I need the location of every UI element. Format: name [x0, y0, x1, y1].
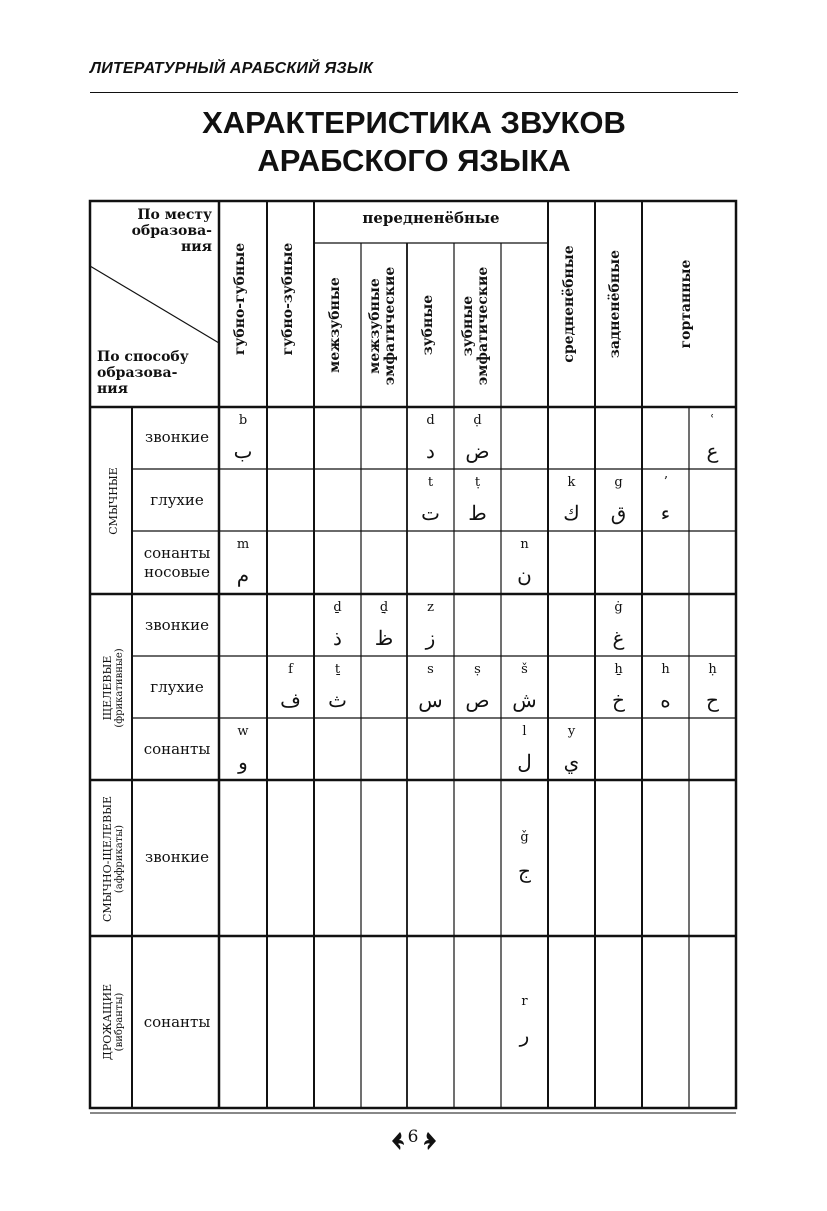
phoneme-arabic-letter: ت	[421, 501, 440, 525]
row-label: глухие	[150, 491, 204, 509]
col-header-palatal: средненёбные	[561, 245, 577, 363]
col-header-laryngeal: гортанные	[678, 259, 694, 349]
phoneme-arabic-letter: ث	[328, 688, 347, 712]
col-header-line: межзубные	[367, 278, 383, 374]
phoneme-arabic-letter: ل	[517, 750, 532, 774]
phoneme-transliteration: s	[427, 662, 434, 677]
group-label-sub: (аффрикаты)	[114, 824, 125, 894]
phoneme-transliteration: ḏ	[333, 600, 342, 615]
phoneme-arabic-letter: ه	[660, 688, 671, 712]
col-header-dental-emphatic	[461, 261, 495, 391]
corner-place-line: По месту	[137, 207, 212, 223]
phoneme-arabic-letter: ع	[706, 439, 719, 463]
col-header-velar: задненёбные	[607, 249, 623, 359]
corner-place-line: ния	[181, 239, 212, 255]
table-border	[90, 201, 736, 1108]
corner-place-label	[110, 207, 212, 255]
title-line-2: АРАБСКОГО ЯЗЫКА	[257, 143, 571, 178]
phoneme-arabic-letter: ق	[610, 501, 627, 525]
phoneme-arabic-letter: ظ	[374, 626, 394, 650]
col-header-dental: зубные	[420, 294, 436, 356]
phoneme-arabic-letter: س	[418, 688, 443, 712]
corner-place-line: образова-	[131, 223, 212, 239]
phoneme-arabic-letter: ف	[280, 688, 301, 712]
phoneme-transliteration: k	[567, 475, 576, 490]
corner-diagonal	[90, 266, 219, 343]
phoneme-transliteration: ṣ	[474, 662, 481, 677]
corner-manner-line: образова-	[97, 365, 178, 381]
phoneme-transliteration: ḥ	[708, 662, 717, 677]
phoneme-arabic-letter: ن	[517, 563, 532, 587]
phoneme-transliteration: z	[427, 600, 434, 615]
page-number: 6	[407, 1127, 419, 1147]
phoneme-arabic-letter: ج	[518, 859, 531, 883]
phoneme-arabic-letter: خ	[612, 688, 625, 712]
row-label: звонкие	[145, 428, 209, 446]
phoneme-arabic-letter: م	[236, 563, 250, 587]
column-group-front: передненëбные	[362, 209, 500, 227]
row-label: сонанты	[143, 1013, 211, 1031]
phoneme-transliteration: w	[237, 724, 249, 739]
corner-manner-label	[97, 349, 207, 397]
phoneme-arabic-letter: غ	[612, 626, 625, 650]
row-label: глухие	[150, 678, 204, 696]
phoneme-transliteration: m	[236, 537, 250, 552]
col-header-line: эмфатические	[382, 266, 398, 386]
phoneme-arabic-letter: ك	[563, 501, 580, 525]
group-label-fricatives	[102, 608, 130, 768]
phoneme-transliteration: h	[661, 662, 670, 677]
phoneme-transliteration: ḏ̣	[379, 600, 389, 615]
phoneme-transliteration: ǧ	[520, 830, 529, 845]
phoneme-transliteration: b	[238, 413, 248, 428]
group-label-sub: (фрикативные)	[114, 648, 125, 728]
row-label-nasal	[133, 544, 221, 582]
row-label: звонкие	[145, 616, 209, 634]
phoneme-transliteration: f	[288, 662, 293, 677]
phoneme-arabic-letter: د	[426, 439, 435, 463]
phoneme-arabic-letter: و	[238, 750, 248, 774]
phoneme-transliteration: g	[614, 475, 623, 490]
phoneme-transliteration: n	[520, 537, 529, 552]
phoneme-transliteration: ḍ	[473, 413, 482, 428]
row-label-line: носовые	[144, 563, 210, 581]
col-header-line: эмфатические	[475, 266, 491, 386]
group-label-affricates	[102, 779, 130, 939]
col-header-interdental: межзубные	[327, 277, 343, 373]
phoneme-transliteration: ṭ	[474, 475, 481, 490]
phoneme-arabic-letter: ط	[468, 501, 487, 525]
col-header-labiodental: губно-зубные	[280, 242, 296, 356]
running-header: ЛИТЕРАТУРНЫЙ АРАБСКИЙ ЯЗЫК	[90, 60, 374, 77]
row-label: сонанты	[143, 740, 211, 758]
phoneme-transliteration: ẖ	[614, 662, 623, 677]
corner-manner-line: ния	[97, 381, 128, 397]
phoneme-transliteration: l	[522, 724, 527, 739]
phoneme-transliteration: ġ	[614, 600, 623, 615]
phoneme-transliteration: ṯ	[334, 662, 341, 677]
group-label-trills	[102, 942, 130, 1102]
group-label-main: ЩЕЛЕВЫЕ	[101, 655, 114, 721]
phoneme-arabic-letter: ي	[563, 750, 580, 774]
phoneme-transliteration: š	[521, 662, 528, 677]
row-label-line: сонанты	[143, 544, 211, 562]
col-header-line: зубные	[460, 295, 476, 357]
phoneme-arabic-letter: ذ	[333, 626, 342, 650]
phoneme-arabic-letter: ب	[233, 439, 253, 463]
phoneme-arabic-letter: ء	[660, 501, 671, 525]
corner-manner-line: По способу	[97, 349, 189, 365]
phoneme-arabic-letter: ز	[425, 626, 436, 650]
phoneme-arabic-letter: ح	[706, 688, 719, 712]
phoneme-transliteration: t	[427, 475, 434, 490]
phoneme-transliteration: ʼ	[663, 475, 668, 490]
group-label-sub: (вибранты)	[114, 992, 125, 1052]
phoneme-arabic-letter: ش	[512, 688, 537, 712]
phoneme-transliteration: y	[567, 724, 576, 739]
phoneme-transliteration: d	[426, 413, 435, 428]
phoneme-transliteration: r	[521, 994, 528, 1009]
title-line-1: ХАРАКТЕРИСТИКА ЗВУКОВ	[202, 105, 626, 140]
phoneme-arabic-letter: ض	[465, 439, 490, 463]
row-label: звонкие	[145, 848, 209, 866]
phoneme-transliteration: ʿ	[710, 413, 715, 428]
group-label-stops: СМЫЧНЫЕ	[107, 467, 120, 535]
group-label-main: ДРОЖАЩИЕ	[101, 983, 114, 1061]
phoneme-arabic-letter: ر	[519, 1023, 530, 1047]
phoneme-arabic-letter: ص	[465, 688, 490, 712]
group-label-main: СМЫЧНО-ЩЕЛЕВЫЕ	[101, 795, 114, 923]
col-header-interdental-emphatic	[368, 261, 402, 391]
col-header-bilabial: губно-губные	[232, 242, 248, 356]
